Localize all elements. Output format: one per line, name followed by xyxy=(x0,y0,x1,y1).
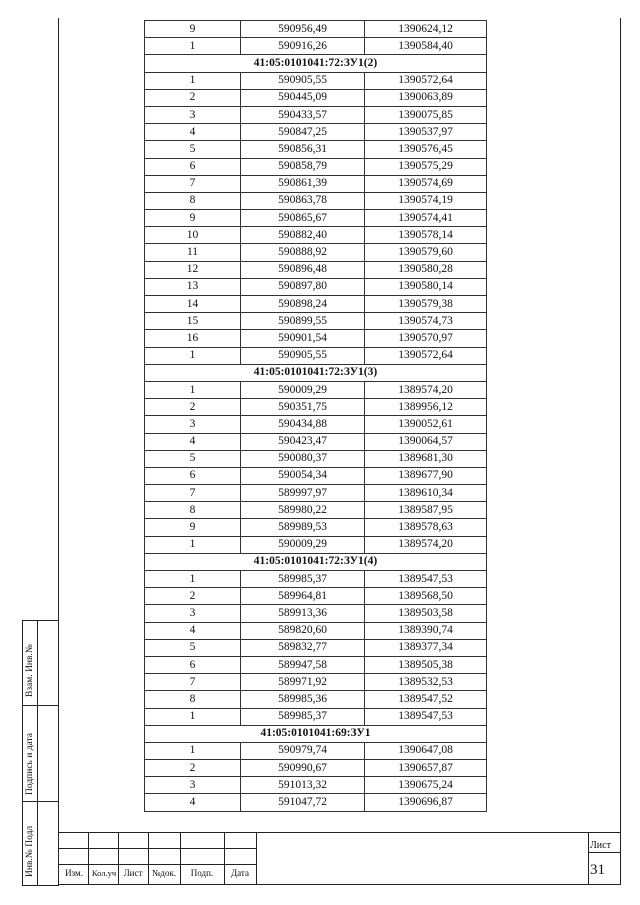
point-number-cell: 4 xyxy=(145,622,241,639)
y-coordinate-cell: 1390579,60 xyxy=(365,244,487,261)
y-coordinate-cell: 1390696,87 xyxy=(365,794,487,811)
point-number-cell: 10 xyxy=(145,227,241,244)
table-row xyxy=(145,141,487,158)
point-number-cell: 8 xyxy=(145,192,241,209)
table-row xyxy=(145,158,487,175)
x-coordinate-cell: 590979,74 xyxy=(241,742,365,759)
table-row xyxy=(145,794,487,811)
point-number-cell: 1 xyxy=(145,72,241,89)
x-coordinate-cell: 590905,55 xyxy=(241,72,365,89)
point-number-cell: 6 xyxy=(145,467,241,484)
point-number-cell: 9 xyxy=(145,519,241,536)
y-coordinate-cell: 1389587,95 xyxy=(365,502,487,519)
table-row xyxy=(145,227,487,244)
x-coordinate-cell: 589985,36 xyxy=(241,691,365,708)
point-number-cell: 13 xyxy=(145,278,241,295)
x-coordinate-cell: 590899,55 xyxy=(241,313,365,330)
table-row xyxy=(145,278,487,295)
x-coordinate-cell: 589947,58 xyxy=(241,656,365,673)
table-row xyxy=(145,175,487,192)
point-number-cell: 1 xyxy=(145,571,241,588)
table-row xyxy=(145,656,487,673)
y-coordinate-cell: 1389677,90 xyxy=(365,467,487,484)
table-row xyxy=(145,124,487,141)
section-header: 41:05:0101041:72:ЗУ1(2) xyxy=(145,55,487,72)
point-number-cell: 2 xyxy=(145,89,241,106)
table-row xyxy=(145,777,487,794)
point-number-cell: 5 xyxy=(145,450,241,467)
table-row xyxy=(145,622,487,639)
y-coordinate-cell: 1389547,53 xyxy=(365,708,487,725)
y-coordinate-cell: 1390574,73 xyxy=(365,313,487,330)
table-row xyxy=(145,760,487,777)
x-coordinate-cell: 590901,54 xyxy=(241,330,365,347)
point-number-cell: 7 xyxy=(145,674,241,691)
table-row xyxy=(145,416,487,433)
table-row xyxy=(145,244,487,261)
section-header-row xyxy=(145,55,487,72)
table-row xyxy=(145,450,487,467)
section-header-row xyxy=(145,725,487,742)
y-coordinate-cell: 1389574,20 xyxy=(365,536,487,553)
x-coordinate-cell: 589832,77 xyxy=(241,639,365,656)
table-row xyxy=(145,605,487,622)
table-row xyxy=(145,639,487,656)
y-coordinate-cell: 1390574,19 xyxy=(365,192,487,209)
x-coordinate-cell: 589980,22 xyxy=(241,502,365,519)
y-coordinate-cell: 1390570,97 xyxy=(365,330,487,347)
x-coordinate-cell: 590863,78 xyxy=(241,192,365,209)
section-header: 41:05:0101041:69:ЗУ1 xyxy=(145,725,487,742)
y-coordinate-cell: 1390572,64 xyxy=(365,72,487,89)
title-block-sheet-line xyxy=(588,852,621,853)
y-coordinate-cell: 1390574,69 xyxy=(365,175,487,192)
point-number-cell: 9 xyxy=(145,21,241,38)
x-coordinate-cell: 589985,37 xyxy=(241,708,365,725)
table-row xyxy=(145,89,487,106)
x-coordinate-cell: 590351,75 xyxy=(241,399,365,416)
table-row xyxy=(145,313,487,330)
x-coordinate-cell: 589820,60 xyxy=(241,622,365,639)
point-number-cell: 8 xyxy=(145,691,241,708)
table-row xyxy=(145,192,487,209)
point-number-cell: 15 xyxy=(145,313,241,330)
point-number-cell: 4 xyxy=(145,124,241,141)
side-stamp-inv: Инв.№ Подл xyxy=(25,825,35,877)
point-number-cell: 3 xyxy=(145,777,241,794)
title-block-col-line xyxy=(588,832,589,884)
table-row xyxy=(145,519,487,536)
table-row xyxy=(145,296,487,313)
x-coordinate-cell: 589971,92 xyxy=(241,674,365,691)
frame-bottom-border xyxy=(58,884,621,885)
table-row xyxy=(145,106,487,123)
point-number-cell: 4 xyxy=(145,794,241,811)
table-row xyxy=(145,588,487,605)
y-coordinate-cell: 1389505,38 xyxy=(365,656,487,673)
point-number-cell: 6 xyxy=(145,656,241,673)
table-row xyxy=(145,536,487,553)
section-header: 41:05:0101041:72:ЗУ1(3) xyxy=(145,364,487,381)
x-coordinate-cell: 590434,88 xyxy=(241,416,365,433)
title-block-data: Дата xyxy=(231,868,249,878)
point-number-cell: 16 xyxy=(145,330,241,347)
x-coordinate-cell: 589989,53 xyxy=(241,519,365,536)
table-row xyxy=(145,742,487,759)
y-coordinate-cell: 1389547,52 xyxy=(365,691,487,708)
x-coordinate-cell: 590956,49 xyxy=(241,21,365,38)
coordinates-table-body xyxy=(145,21,487,812)
table-row xyxy=(145,38,487,55)
point-number-cell: 2 xyxy=(145,399,241,416)
x-coordinate-cell: 590080,37 xyxy=(241,450,365,467)
y-coordinate-cell: 1390052,61 xyxy=(365,416,487,433)
y-coordinate-cell: 1390624,12 xyxy=(365,21,487,38)
point-number-cell: 2 xyxy=(145,588,241,605)
y-coordinate-cell: 1390572,64 xyxy=(365,347,487,364)
point-number-cell: 1 xyxy=(145,347,241,364)
x-coordinate-cell: 590865,67 xyxy=(241,210,365,227)
y-coordinate-cell: 1390575,29 xyxy=(365,158,487,175)
x-coordinate-cell: 590905,55 xyxy=(241,347,365,364)
table-row xyxy=(145,399,487,416)
y-coordinate-cell: 1389377,34 xyxy=(365,639,487,656)
side-stamp-divider xyxy=(23,801,59,802)
y-coordinate-cell: 1390537,97 xyxy=(365,124,487,141)
point-number-cell: 1 xyxy=(145,381,241,398)
point-number-cell: 1 xyxy=(145,742,241,759)
point-number-cell: 3 xyxy=(145,106,241,123)
table-row xyxy=(145,261,487,278)
side-stamp xyxy=(22,620,59,886)
point-number-cell: 1 xyxy=(145,536,241,553)
point-number-cell: 6 xyxy=(145,158,241,175)
x-coordinate-cell: 589964,81 xyxy=(241,588,365,605)
y-coordinate-cell: 1389532,53 xyxy=(365,674,487,691)
y-coordinate-cell: 1389568,50 xyxy=(365,588,487,605)
table-row xyxy=(145,691,487,708)
x-coordinate-cell: 590858,79 xyxy=(241,158,365,175)
y-coordinate-cell: 1390579,38 xyxy=(365,296,487,313)
side-stamp-vzam: Взам. Инв.№ xyxy=(25,644,35,697)
y-coordinate-cell: 1389610,34 xyxy=(365,485,487,502)
table-row xyxy=(145,210,487,227)
x-coordinate-cell: 589913,36 xyxy=(241,605,365,622)
title-block-ndok: №док. xyxy=(151,868,177,878)
table-row xyxy=(145,485,487,502)
x-coordinate-cell: 590896,48 xyxy=(241,261,365,278)
y-coordinate-cell: 1390075,85 xyxy=(365,106,487,123)
section-header-row xyxy=(145,553,487,570)
point-number-cell: 2 xyxy=(145,760,241,777)
x-coordinate-cell: 589997,97 xyxy=(241,485,365,502)
y-coordinate-cell: 1389956,12 xyxy=(365,399,487,416)
table-row xyxy=(145,708,487,725)
x-coordinate-cell: 590916,26 xyxy=(241,38,365,55)
section-header: 41:05:0101041:72:ЗУ1(4) xyxy=(145,553,487,570)
point-number-cell: 7 xyxy=(145,175,241,192)
title-block xyxy=(58,832,621,884)
y-coordinate-cell: 1390584,40 xyxy=(365,38,487,55)
coordinates-table xyxy=(144,20,487,812)
table-row xyxy=(145,571,487,588)
frame-right-border xyxy=(620,18,621,884)
x-coordinate-cell: 590888,92 xyxy=(241,244,365,261)
section-header-row xyxy=(145,364,487,381)
x-coordinate-cell: 589985,37 xyxy=(241,571,365,588)
point-number-cell: 9 xyxy=(145,210,241,227)
x-coordinate-cell: 590054,34 xyxy=(241,467,365,484)
table-row xyxy=(145,21,487,38)
x-coordinate-cell: 590009,29 xyxy=(241,381,365,398)
table-row xyxy=(145,72,487,89)
y-coordinate-cell: 1390647,08 xyxy=(365,742,487,759)
title-block-izm: Изм. xyxy=(65,868,83,878)
x-coordinate-cell: 590423,47 xyxy=(241,433,365,450)
y-coordinate-cell: 1389578,63 xyxy=(365,519,487,536)
point-number-cell: 1 xyxy=(145,708,241,725)
table-row xyxy=(145,467,487,484)
table-row xyxy=(145,330,487,347)
y-coordinate-cell: 1390064,57 xyxy=(365,433,487,450)
side-stamp-podpis: Подпись и дата xyxy=(25,732,35,795)
x-coordinate-cell: 590861,39 xyxy=(241,175,365,192)
title-block-list: Лист xyxy=(123,868,143,878)
x-coordinate-cell: 590898,24 xyxy=(241,296,365,313)
y-coordinate-cell: 1389574,20 xyxy=(365,381,487,398)
y-coordinate-cell: 1390657,87 xyxy=(365,760,487,777)
y-coordinate-cell: 1390580,28 xyxy=(365,261,487,278)
point-number-cell: 8 xyxy=(145,502,241,519)
table-row xyxy=(145,502,487,519)
x-coordinate-cell: 590009,29 xyxy=(241,536,365,553)
title-block-col-line xyxy=(256,832,257,884)
point-number-cell: 12 xyxy=(145,261,241,278)
point-number-cell: 5 xyxy=(145,141,241,158)
sheet-number: 31 xyxy=(590,862,605,878)
y-coordinate-cell: 1389681,30 xyxy=(365,450,487,467)
x-coordinate-cell: 590433,57 xyxy=(241,106,365,123)
x-coordinate-cell: 590856,31 xyxy=(241,141,365,158)
y-coordinate-cell: 1390576,45 xyxy=(365,141,487,158)
x-coordinate-cell: 590445,09 xyxy=(241,89,365,106)
sheet-label: Лист xyxy=(590,840,611,851)
point-number-cell: 4 xyxy=(145,433,241,450)
y-coordinate-cell: 1390675,24 xyxy=(365,777,487,794)
table-row xyxy=(145,381,487,398)
y-coordinate-cell: 1389390,74 xyxy=(365,622,487,639)
y-coordinate-cell: 1390580,14 xyxy=(365,278,487,295)
x-coordinate-cell: 590897,80 xyxy=(241,278,365,295)
table-row xyxy=(145,674,487,691)
y-coordinate-cell: 1390574,41 xyxy=(365,210,487,227)
point-number-cell: 1 xyxy=(145,38,241,55)
point-number-cell: 3 xyxy=(145,416,241,433)
x-coordinate-cell: 590847,25 xyxy=(241,124,365,141)
table-row xyxy=(145,433,487,450)
point-number-cell: 3 xyxy=(145,605,241,622)
y-coordinate-cell: 1390578,14 xyxy=(365,227,487,244)
y-coordinate-cell: 1390063,89 xyxy=(365,89,487,106)
x-coordinate-cell: 590990,67 xyxy=(241,760,365,777)
point-number-cell: 7 xyxy=(145,485,241,502)
title-block-podp: Подп. xyxy=(190,868,214,878)
point-number-cell: 14 xyxy=(145,296,241,313)
point-number-cell: 5 xyxy=(145,639,241,656)
point-number-cell: 11 xyxy=(145,244,241,261)
x-coordinate-cell: 590882,40 xyxy=(241,227,365,244)
table-row xyxy=(145,347,487,364)
x-coordinate-cell: 591047,72 xyxy=(241,794,365,811)
x-coordinate-cell: 591013,32 xyxy=(241,777,365,794)
y-coordinate-cell: 1389503,58 xyxy=(365,605,487,622)
title-block-kol: Кол.уч xyxy=(91,868,117,878)
y-coordinate-cell: 1389547,53 xyxy=(365,571,487,588)
